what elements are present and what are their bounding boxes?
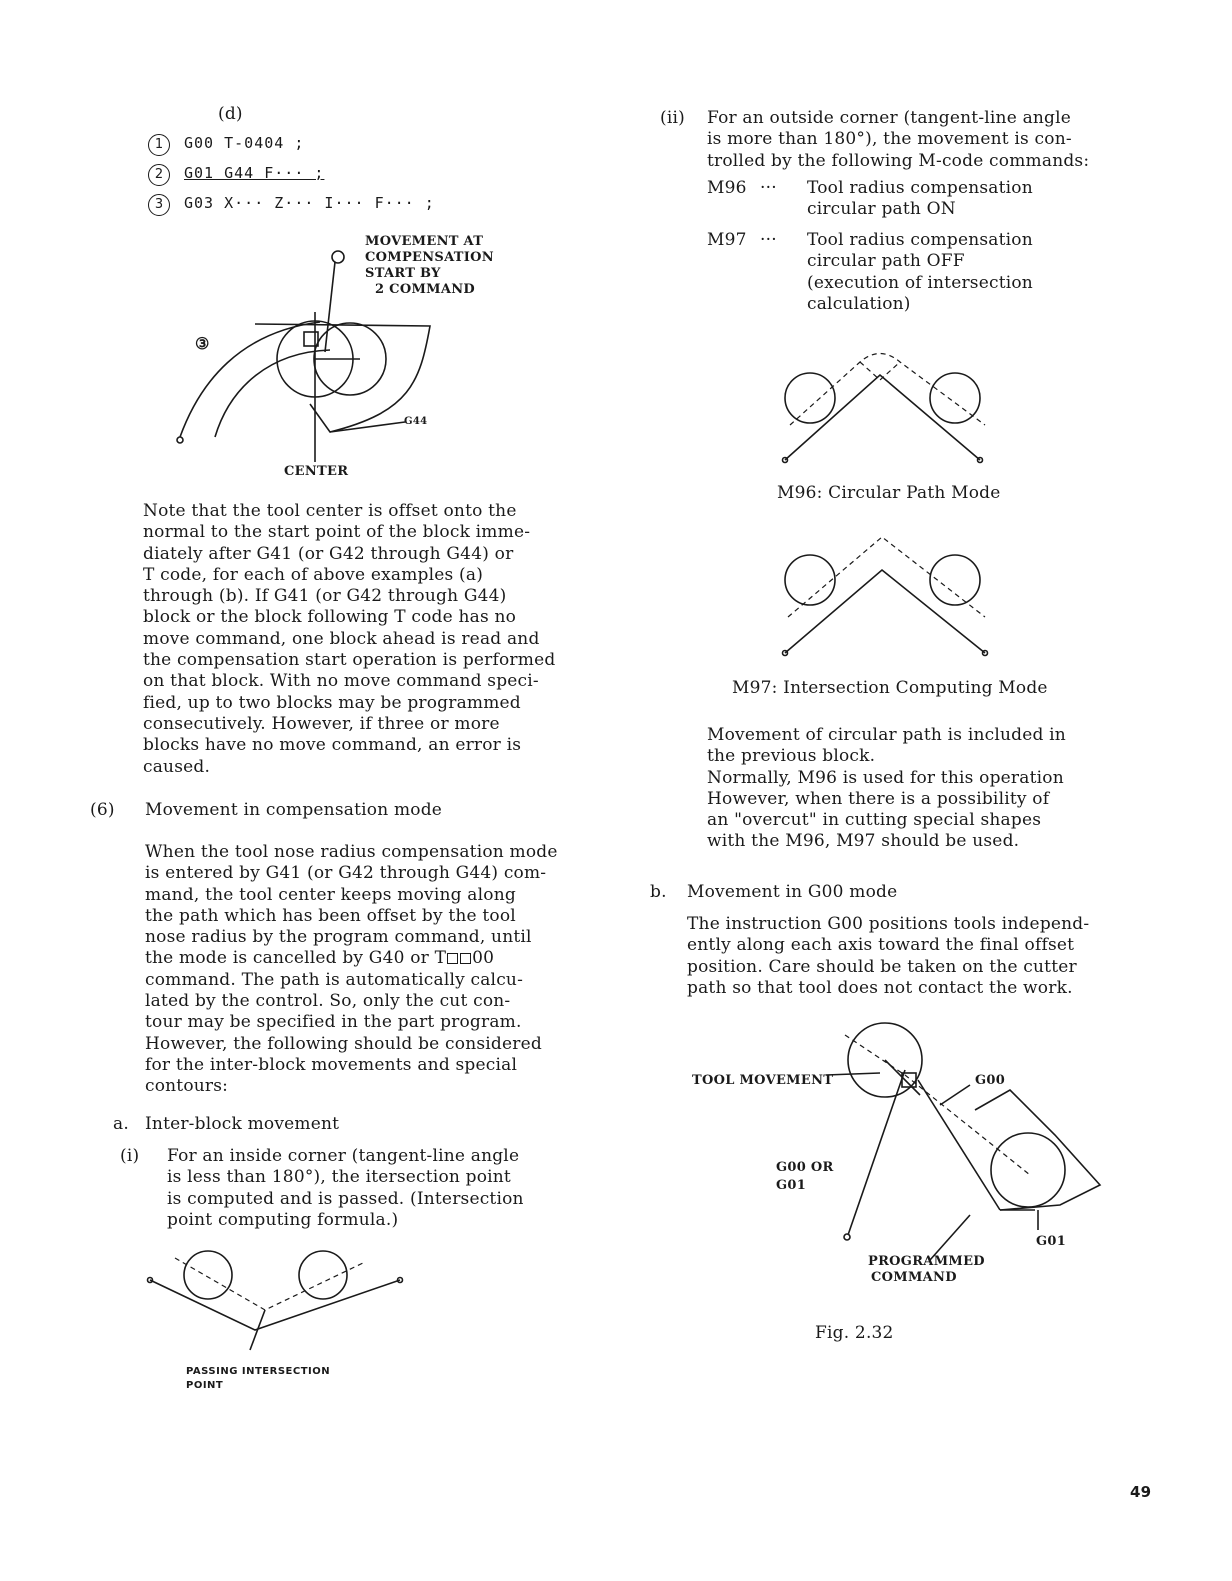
tool-movement-leader: [826, 1073, 880, 1075]
sub-a-title: Inter-block movement: [145, 1114, 340, 1134]
m96-dots: ···: [760, 178, 777, 198]
intersection-leader: [250, 1310, 265, 1350]
m97-caption: M97: Intersection Computing Mode: [732, 678, 1048, 698]
example-label: (d): [218, 104, 243, 124]
section-6-number: (6): [90, 800, 115, 820]
item-i-marker: (i): [120, 1146, 140, 1166]
figure-d-label-center: CENTER: [284, 464, 349, 479]
m97-description: Tool radius compensation circular path OFF (execution of intersection calculation): [807, 230, 1033, 314]
sub-a-marker: a.: [113, 1114, 129, 1134]
movement-paragraph: Movement of circular path is included in the previous block. Normally, M96 is used for this operation However, when there is a possibility of an "overcut" in cutting special shapes with the M96, M97 should be used.: [707, 725, 1066, 852]
figure-caption: Fig. 2.32: [815, 1323, 894, 1343]
code-block: [148, 133, 435, 223]
offset-square: [304, 332, 318, 346]
work-contour: [975, 1090, 1100, 1210]
start-point: [844, 1234, 850, 1240]
contour-path: [785, 570, 985, 653]
m96-diagram: [780, 340, 1000, 465]
note-paragraph: Note that the tool center is offset onto the normal to the start point of the block imme- diately after G41 (or G42 through G44) or T code, for each of above examples (a) through (b). If G41 (or G42 through G44) block or the block following T code has no move command, one block ahead is read and the compensation start operation is performed on that block. With no move command speci- fied, up to two blocks may be programmed consecutively. However, if three or more blocks have no move command, an error is caused.: [143, 501, 556, 777]
m96-code: M96: [707, 178, 747, 198]
circled-number: 2: [148, 164, 170, 186]
code-text: G01 G44 F··· ;: [184, 164, 325, 182]
tool-circle-left: [184, 1251, 232, 1299]
g00-label-programmed: PROGRAMMED COMMAND: [868, 1254, 985, 1285]
page-number: 49: [1130, 1483, 1152, 1501]
sub-b-marker: b.: [650, 882, 667, 902]
placeholder-box: [460, 953, 471, 964]
figure-d-label-movement: MOVEMENT AT COMPENSATION START BY 2 COMMAND: [365, 234, 494, 297]
item-ii-marker: (ii): [660, 108, 685, 128]
code-line: [148, 133, 435, 163]
figure-d-label-g44: G44: [404, 416, 428, 427]
section-6-title: Movement in compensation mode: [145, 800, 443, 820]
g00-label-g01-left: G01: [776, 1178, 807, 1193]
tool-circle-left: [785, 373, 835, 423]
circled-number: 1: [148, 134, 170, 156]
g00-label-g00-or: G00 OR: [776, 1160, 834, 1175]
circular-tool-path: [790, 354, 985, 426]
radius-line: [885, 1060, 920, 1095]
offset-normals: [860, 362, 900, 380]
tool-circle-right: [299, 1251, 347, 1299]
sub-b-title: Movement in G00 mode: [687, 882, 898, 902]
g00-tool-path: [845, 1035, 1030, 1175]
programmed-line: [918, 1080, 1000, 1210]
m97-dots: ···: [760, 230, 777, 250]
contour-path: [785, 375, 980, 460]
pointer-line: [325, 262, 335, 352]
tool-end-circle: [991, 1133, 1065, 1207]
sub-b-paragraph: The instruction G00 positions tools independ- ently along each axis toward the final offset position. Care should be taken on the cutter path so that tool does not contact the work.: [687, 914, 1090, 998]
item-ii-paragraph: For an outside corner (tangent-line angle is more than 180°), the movement is con- trolled by the following M-code commands:: [707, 108, 1090, 171]
m96-description: Tool radius compensation circular path ON: [807, 178, 1033, 220]
g00-diagram: [830, 1015, 1120, 1245]
g44-leader: [330, 422, 405, 432]
section-6-paragraph: When the tool nose radius compensation mode is entered by G41 (or G42 through G44) com- mand, the tool center keeps moving along the path which has been offset by the tool nose radius by the program command, until the mode is cancelled by G40 or T 00 command. The path is automatically calcu- lated by the control. So, only the cut con- tour may be specified in the part program. However, the following should be considered for the inter-block movements and special contours:: [145, 842, 558, 1097]
item-i-paragraph: For an inside corner (tangent-line angle is less than 180°), the itersection point is computed and is passed. (Intersection point computing formula.): [167, 1146, 524, 1230]
start-point: [177, 437, 183, 443]
g00-label-tool-movement: TOOL MOVEMENT: [692, 1073, 834, 1088]
inside-corner-diagram: [145, 1250, 415, 1360]
g00-or-g01-line: [848, 1070, 905, 1235]
cl-symbol: [332, 251, 344, 263]
g00-label-g01-right: G01: [1036, 1234, 1067, 1249]
arc-path-inner: [215, 350, 330, 437]
g00-leader: [940, 1085, 970, 1105]
code-text: G00 T-0404 ;: [184, 134, 305, 152]
code-text: G03 X··· Z··· I··· F··· ;: [184, 194, 435, 212]
inside-corner-label: PASSING INTERSECTION POINT: [186, 1366, 331, 1391]
g00-label-g00: G00: [975, 1073, 1006, 1088]
code-line: [148, 163, 435, 193]
circled-number: 3: [148, 194, 170, 216]
m97-diagram: [780, 535, 1000, 660]
m97-code: M97: [707, 230, 747, 250]
figure-d-label-mark: ③: [195, 334, 210, 353]
code-line: [148, 193, 435, 223]
m96-caption: M96: Circular Path Mode: [777, 483, 1001, 503]
placeholder-box: [447, 953, 458, 964]
